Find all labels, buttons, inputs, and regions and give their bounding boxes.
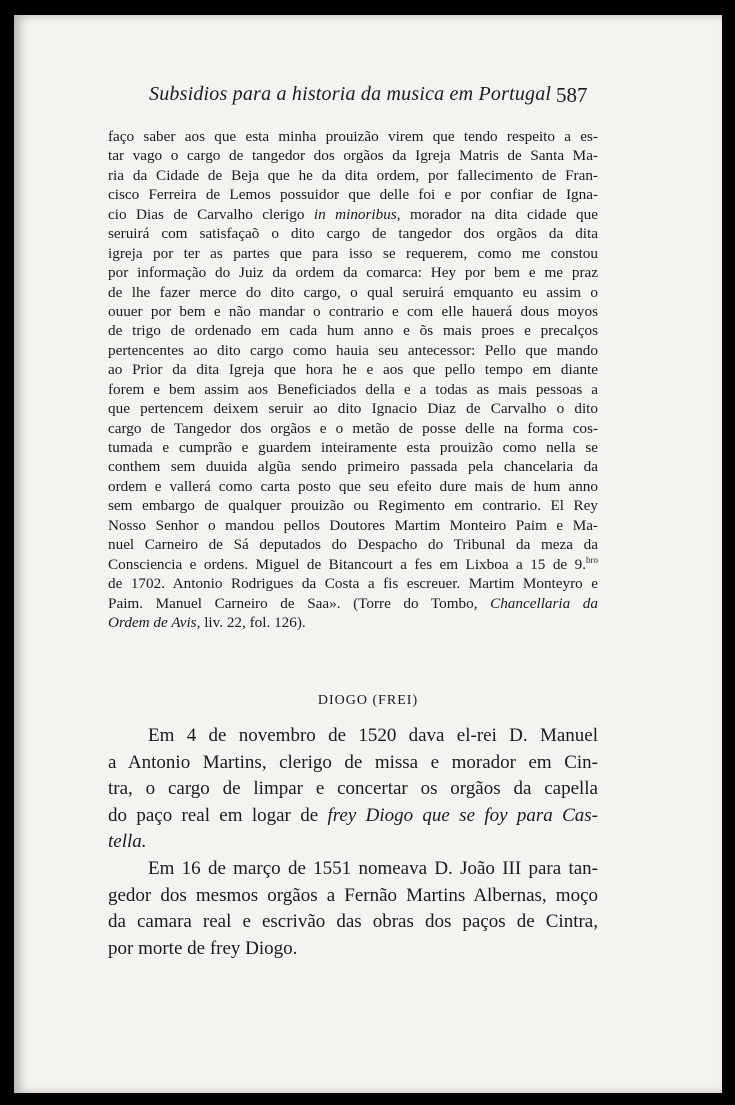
section-title: DIOGO (FREI): [317, 693, 419, 708]
document-line: de 1702. Antonio Rodrigues da Costa a fis escreuer. Martim Monteyro e: [108, 575, 598, 593]
source-title: Chancellaria da: [490, 594, 598, 612]
document-line: [108, 205, 598, 224]
document-line-text: Paim. Manuel Carneiro de Saa». (Torre do Tombo,: [108, 594, 491, 612]
page-number: 587: [556, 83, 588, 107]
document-line: tar vago o cargo de tangedor dos orgãos da Igreja Matris de Santa Ma-: [108, 147, 598, 165]
body-line-text: do paço real em logar de: [108, 804, 328, 826]
document-line: [108, 613, 598, 632]
running-title: Subsidios para a historia da musica em Portugal: [149, 83, 552, 105]
body-line: a Antonio Martins, clerigo de missa e morador em Cin-: [108, 751, 598, 773]
document-line-text: Consciencia e ordens. Miguel de Bitancourt a fes em Lixboa a 15 de 9.: [108, 555, 586, 573]
italic-term: in minoribus: [313, 205, 397, 223]
document-line-text: , morador na dita cidade que: [396, 205, 598, 223]
body-line: [108, 803, 598, 830]
document-line: de lhe fazer merce do dito cargo, o qual seruirá emquanto eu assim o: [108, 283, 598, 301]
document-line: sem embargo de qualquer prouizão ou Regimento em contrario. El Rey: [108, 497, 598, 515]
document-line: cisco Ferreira de Lemos possuidor que delle foi e por confiar de Igna-: [108, 186, 598, 204]
document-line: pertencentes ao dito cargo como hauia seu antecessor: Pello que mando: [108, 341, 598, 359]
document-line: Nosso Senhor o mandou pellos Doutores Martim Monteiro Paim e Ma-: [108, 516, 598, 534]
document-line: ria da Cidade de Beja que he da dita ordem, por fallecimento de Fran-: [108, 166, 598, 184]
body-line: Em 16 de março de 1551 nomeava D. João III para tan-: [148, 857, 598, 879]
body-line: gedor dos mesmos orgãos a Fernão Martins Albernas, moço: [108, 884, 598, 906]
italic-quote: frey Diogo que se foy para Cas-: [327, 804, 598, 826]
document-line-text: , liv. 22, fol. 126).: [196, 613, 306, 631]
document-line: ordem e vallerá como carta posto que seu efeito dure mais de hum anno: [108, 477, 598, 495]
body-line: tra, o cargo de limpar e concertar os orgãos da capella: [108, 778, 598, 800]
document-line-text: cio Dias de Carvalho clerigo: [108, 205, 314, 223]
italic-quote: tella.: [108, 831, 147, 853]
document-line: seruirá com satisfaçaõ o dito cargo de tangedor dos orgãos da dita: [108, 225, 598, 243]
document-line: [108, 594, 598, 613]
document-line: nuel Carneiro de Sá deputados do Despacho do Tribunal da meza da: [108, 536, 598, 554]
document-line: igreja por ter as partes que para isso se requerem, como me constou: [108, 244, 598, 262]
document-line: de trigo de ordenado em cada hum anno e õs mais proes e precalços: [108, 322, 598, 340]
body-line: Em 4 de novembro de 1520 dava el-rei D. Manuel: [148, 725, 598, 746]
page-header: [14, 83, 722, 113]
book-page: [14, 15, 722, 1093]
document-line: conthem sem duuida algũa sendo primeiro passada pela chancelaria da: [108, 458, 598, 476]
document-line: faço saber aos que esta minha prouizão virem que tendo respeito a es-: [108, 128, 598, 145]
document-line: forem e bem assim aos Beneficiados della e a todas as mais pessoas a: [108, 380, 598, 398]
document-line: cargo de Tangedor dos orgãos e o metão de posse delle na forma cos-: [108, 419, 598, 437]
document-line: tumada e cumprão e guardem inteiramente esta prouizão como nella se: [108, 439, 598, 456]
body-line: [108, 829, 598, 856]
quoted-document: [108, 127, 598, 632]
document-line: [108, 555, 598, 574]
body-line: da camara real e escrivão das obras dos paços de Cintra,: [108, 911, 598, 933]
document-line: ao Prior da dita Igreja que hora he e aos que pello tempo em diante: [108, 361, 598, 379]
superscript: bro: [586, 554, 598, 565]
document-line: ouuer por bem e não mandar o contrario e com elle hauerá dous moyos: [108, 302, 598, 320]
body-paragraphs: [108, 723, 598, 962]
document-line: que pertencem deixem seruir ao dito Ignacio Diaz de Carvalho o dito: [108, 400, 598, 418]
document-line: por informação do Juiz da ordem da comarca: Hey por bem e me praz: [108, 264, 598, 282]
body-line: por morte de frey Diogo.: [108, 937, 298, 959]
source-title: Ordem de Avis: [108, 613, 197, 631]
